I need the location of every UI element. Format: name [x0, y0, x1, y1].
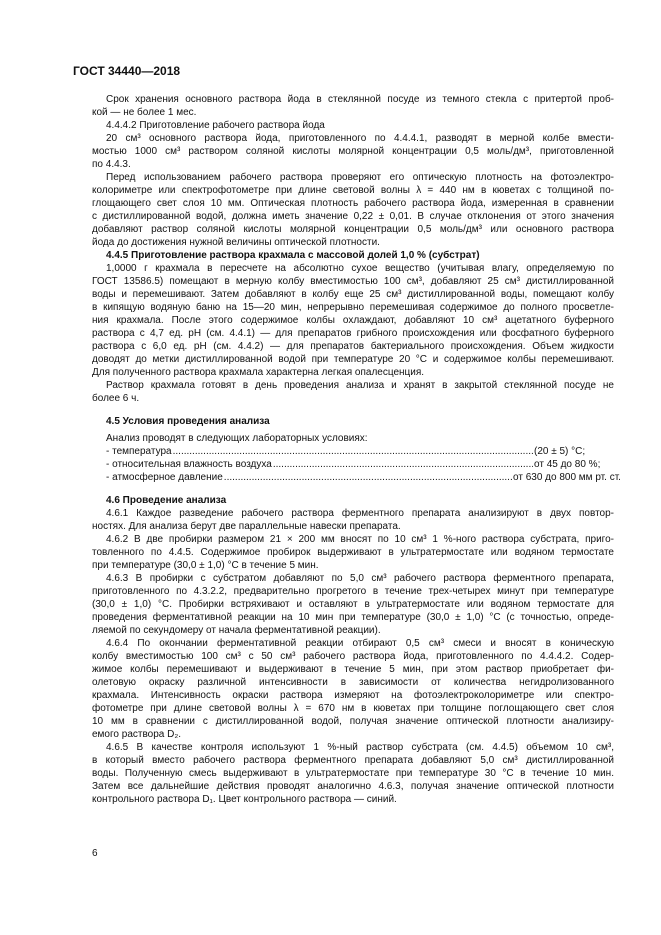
- text-line: ляемой по секундомеру от начала ферментативной реакции).: [92, 625, 381, 636]
- text-line: доводят до метки дистиллированной водой при температуре 20 °С и содержимое колбы перемешивают.: [92, 354, 614, 365]
- text-line: ГОСТ 13586.5) помещают в мерную колбу вместимостью 100 см³, добавляют 25 см³ дистиллированной: [92, 276, 614, 287]
- condition-value: (20 ± 5) °С;: [534, 446, 586, 457]
- text-line: ния крахмала. После этого содержимое колбы охлаждают, добавляют 10 см³ ацетатного буферного: [92, 315, 614, 326]
- text-line: Затем все дальнейшие действия проводят аналогично 4.6.3, получая значение оптической плотности: [92, 781, 614, 792]
- text-line: Раствор крахмала готовят в день проведения анализа и хранят в закрытой стеклянной посуде не: [106, 380, 614, 391]
- text-line: емого раствора D₂.: [92, 729, 182, 740]
- text-line: с дистиллированной водой, должна иметь значение 0,22 ± 0,01. В случае отклонения от этого значения: [92, 211, 614, 222]
- text-line: колбу вместимостью 100 см³ с 50 см³ рабочего раствора йода, приготовленного по 4.4.4.2. Содер-: [92, 651, 614, 662]
- condition-label: - температура: [106, 446, 172, 457]
- text-line: в который вместо рабочего раствора ферментного препарата добавляют 5,0 см³ дистиллированной: [92, 755, 614, 766]
- text-line: воды. Полученную смесь выдерживают в ультратермостате при температуре 30 °С в течение 10 мин.: [92, 768, 614, 779]
- text-line: 4.4.4.2 Приготовление рабочего раствора йода: [106, 120, 325, 131]
- text-line: ностях. Для анализа берут две параллельные навески препарата.: [92, 521, 401, 532]
- text-line: 4.6.5 В качестве контроля используют 1 %-ный раствор субстрата (см. 4.4.5) объемом 10 см³,: [106, 742, 614, 753]
- text-line: более 6 ч.: [92, 393, 140, 404]
- text-line: 4.6.1 Каждое разведение рабочего раствора ферментного препарата анализируют в двух повтор-: [106, 508, 614, 519]
- text-line: по 4.4.3.: [92, 159, 131, 170]
- text-line: добавляют раствор соляной кислоты молярной концентрации 0,5 моль/дм³ или основного раствора: [92, 224, 614, 235]
- text-line: 1,0000 г крахмала в пересчете на абсолютно сухое вещество (учитывая влагу, определяемую по: [106, 263, 614, 274]
- condition-value: от 45 до 80 %;: [534, 459, 601, 470]
- text-line: йода до достижения нужной величины оптической плотности.: [92, 237, 380, 248]
- text-line: (30,0 ± 1,0) °С. Пробирки встряхивают и оставляют в ультратермостате или водяном термостате для: [92, 599, 614, 610]
- section-46-text: [92, 494, 614, 806]
- text-line: глощающего свет слоя 10 мм. Оптическая плотность рабочего раствора йода, измеренная в сравнении: [92, 198, 614, 209]
- condition-row-pressure: [92, 471, 621, 484]
- standard-header: ГОСТ 34440—2018: [73, 64, 181, 78]
- text-line: 10 мм в сравнении с дистиллированной водой, получая значение оптической плотности анализиру-: [92, 716, 614, 727]
- text-line: воды и перемешивают. Затем добавляют в колбу еще 25 см³ дистиллированной воды, помещают колбу: [92, 289, 614, 300]
- page-number: 6: [92, 848, 98, 859]
- condition-value: от 630 до 800 мм рт. ст.: [513, 472, 621, 483]
- body-text: [92, 93, 621, 806]
- text-line: контрольного раствора D₁. Цвет контрольного раствора — синий.: [92, 794, 397, 805]
- condition-row-temperature: [92, 445, 614, 458]
- text-line: в кипящую водяную баню на 15—20 мин, непрерывно перемешивая содержимое до полного просветле-: [92, 302, 614, 313]
- condition-label: - относительная влажность воздуха: [106, 459, 272, 470]
- text-line: при температуре (30,0 ± 1,0) °С в течение 5 мин.: [92, 560, 319, 571]
- text-line: мостью 1000 см³ раствором соляной кислоты молярной концентрации 0,5 моль/дм³, приготовленной: [92, 146, 614, 157]
- text-line: крахмала. Интенсивность окраски раствора измеряют на фотоэлектроколориметре или спектро-: [92, 690, 614, 701]
- text-line: Перед использованием рабочего раствора проверяют его оптическую плотность на фотоэлектро-: [106, 172, 614, 183]
- section-44-text: [92, 93, 614, 405]
- text-line: олетовую окраску различной интенсивности в зависимости от количества негидролизованного: [92, 677, 614, 688]
- text-line: жимое колбы перемешивают и выдерживают в течение 5 мин, при этом раствор приобретает фи-: [92, 664, 614, 675]
- text-line: 4.4.5 Приготовление раствора крахмала с массовой долей 1,0 % (субстрат): [106, 250, 480, 261]
- text-line: раствора с 6,0 ед. рН (см. 4.4.2) — для препаратов бактериального происхождения. Объем жидкости: [92, 341, 614, 352]
- text-line: Срок хранения основного раствора йода в стеклянной посуде из темного стекла с притертой проб-: [106, 94, 614, 105]
- text-line: товленного по 4.4.5. Содержимое пробирок выдерживают в ультратермостате или водяном термостате: [92, 547, 614, 558]
- section-45-intro: Анализ проводят в следующих лабораторных условиях:: [106, 433, 368, 444]
- text-line: фотометре при длине световой волны λ = 670 нм в кюветах при толщине поглощающего свет слоя: [92, 703, 614, 714]
- text-line: 4.6.4 По окончании ферментативной реакции отбирают 0,5 см³ смеси и вносят в коническую: [106, 638, 614, 649]
- condition-row-humidity: [92, 458, 614, 471]
- text-line: 4.6.3 В пробирки с субстратом добавляют по 5,0 см³ рабочего раствора ферментного препарата,: [106, 573, 614, 584]
- text-line: приготовленного по 4.3.2.2, предварительно прогретого в течение трех-четырех минут при температуре: [92, 586, 614, 597]
- section-45-title: 4.5 Условия проведения анализа: [106, 416, 270, 427]
- condition-label: - атмосферное давление: [106, 472, 223, 483]
- text-line: 20 см³ основного раствора йода, приготовленного по 4.4.4.1, разводят в мерной колбе вмести-: [106, 133, 614, 144]
- text-line: проведения ферментативной реакции на 10 мин при температуре (30,0 ± 1,0) °С (с точностью, опреде-: [92, 612, 614, 623]
- text-line: раствора с 4,7 ед. рН (см. 4.4.1) — для препаратов грибного происхождения или фосфатного буферного: [92, 328, 614, 339]
- text-line: кой — не более 1 мес.: [92, 107, 197, 118]
- text-line: колориметре или спектрофотометре при длине световой волны λ = 440 нм в кюветах с толщиной по-: [92, 185, 614, 196]
- text-line: 4.6.2 В две пробирки размером 21 × 200 мм вносят по 10 см³ 1 %-ного раствора субстрата, приго-: [106, 534, 614, 545]
- text-line: Для полученного раствора крахмала характерна легкая опалесценция.: [92, 367, 425, 378]
- text-line: 4.6 Проведение анализа: [106, 495, 227, 506]
